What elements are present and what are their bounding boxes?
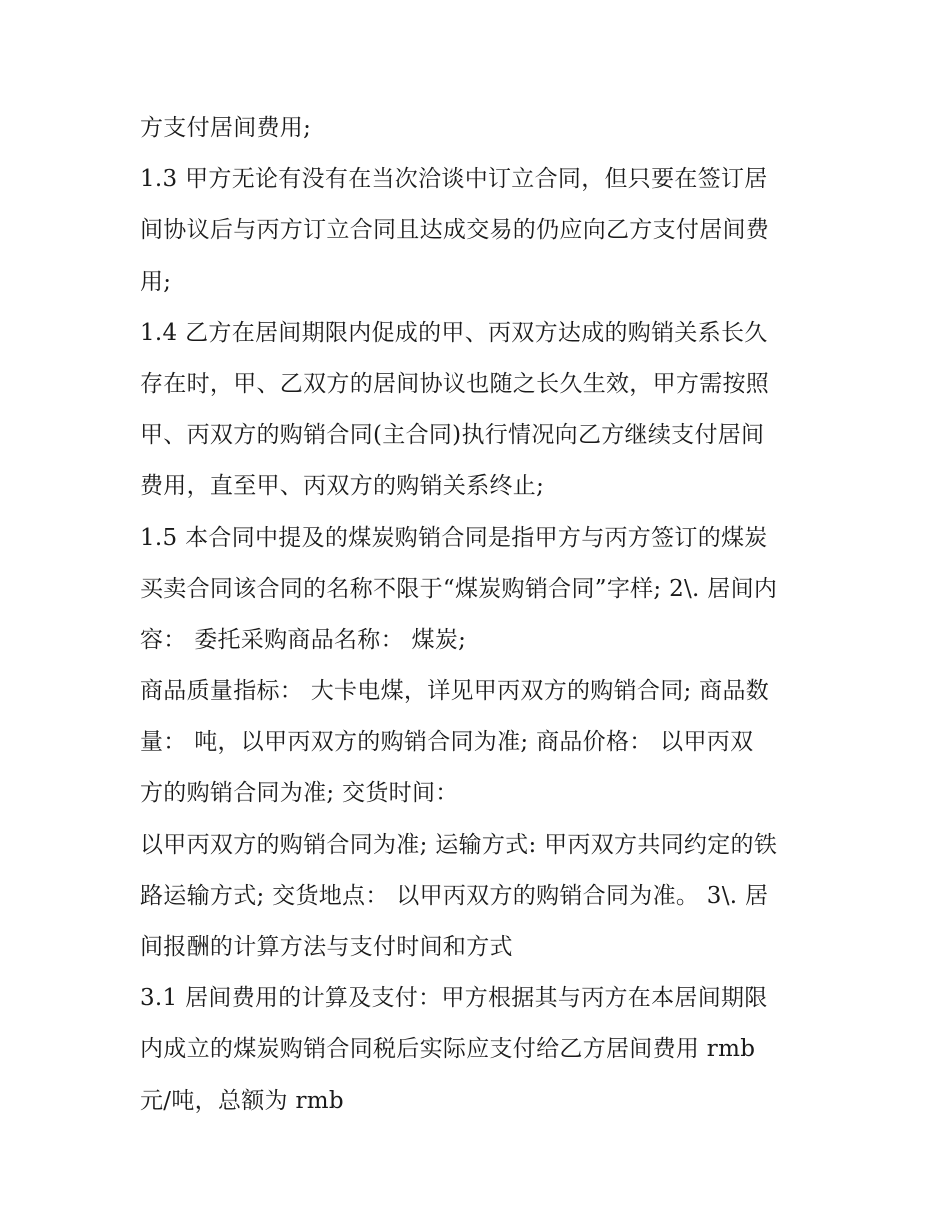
text-line: 方支付居间费用; — [140, 115, 312, 141]
text-line: 商品质量指标： 大卡电煤，详见甲丙双方的购销合同; 商品数 — [140, 678, 770, 705]
text-line: 1.4 乙方在居间期限内促成的甲、丙双方达成的购销关系长久 — [140, 319, 768, 346]
text-line: 内成立的煤炭购销合同税后实际应支付给乙方居间费用 rmb — [140, 1036, 756, 1063]
text-line: 容： 委托采购商品名称： 煤炭; — [140, 626, 467, 653]
text-line: 间协议后与丙方订立合同且达成交易的仍应向乙方支付居间费 — [140, 217, 770, 244]
text-line: 间报酬的计算方法与支付时间和方式 — [140, 934, 513, 960]
text-line: 量： 吨，以甲丙双方的购销合同为准; 商品价格： 以甲丙双 — [140, 729, 754, 756]
text-line: 买卖合同该合同的名称不限于“煤炭购销合同”字样; 2\. 居间内 — [140, 575, 778, 602]
text-line: 路运输方式; 交货地点： 以甲丙双方的购销合同为准。 3\. 居 — [140, 882, 769, 909]
text-line: 方的购销合同为准; 交货时间： — [140, 780, 459, 807]
text-line: 1.3 甲方无论有没有在当次洽谈中订立合同，但只要在签订居 — [140, 166, 768, 193]
text-line: 甲、丙双方的购销合同(主合同)执行情况向乙方继续支付居间 — [140, 422, 765, 449]
text-line: 元/吨，总额为 rmb — [140, 1087, 344, 1114]
document-body — [140, 103, 820, 1127]
text-line: 费用，直至甲、丙双方的购销关系终止; — [140, 473, 545, 500]
text-line: 以甲丙双方的购销合同为准; 运输方式: 甲丙双方共同约定的铁 — [140, 831, 778, 858]
text-line: 用; — [140, 268, 172, 295]
text-line: 3.1 居间费用的计算及支付：甲方根据其与丙方在本居间期限 — [140, 985, 768, 1012]
text-line: 1.5 本合同中提及的煤炭购销合同是指甲方与丙方签订的煤炭 — [140, 524, 768, 551]
text-line: 存在时，甲、乙双方的居间协议也随之长久生效，甲方需按照 — [140, 370, 770, 397]
